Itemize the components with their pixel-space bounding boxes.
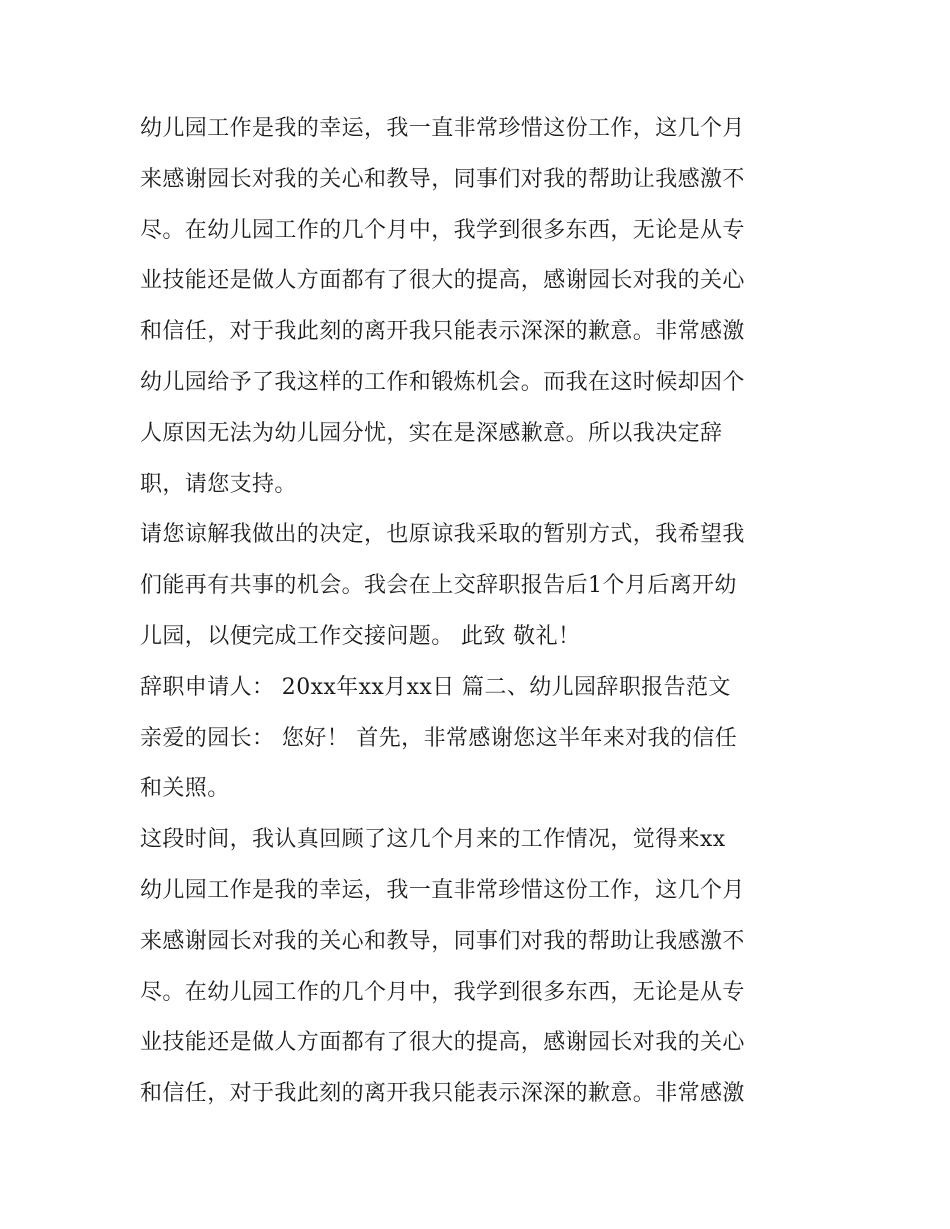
text-line: 和信任，对于我此刻的离开我只能表示深深的歉意。非常感激 (140, 319, 745, 345)
text-line: 尽。在幼儿园工作的几个月中，我学到很多东西，无论是从专 (140, 217, 745, 243)
text-line: 尽。在幼儿园工作的几个月中，我学到很多东西，无论是从专 (140, 979, 745, 1005)
text-line: 这段时间，我认真回顾了这几个月来的工作情况，觉得来xx (140, 827, 726, 853)
text-line: 们能再有共事的机会。我会在上交辞职报告后1个月后离开幼 (140, 573, 737, 599)
text-line: 来感谢园长对我的关心和教导，同事们对我的帮助让我感激不 (140, 928, 745, 954)
text-line: 业技能还是做人方面都有了很大的提高，感谢园长对我的关心 (140, 268, 745, 294)
text-line: 职，请您支持。 (140, 471, 297, 497)
text-line: 人原因无法为幼儿园分忧，实在是深感歉意。所以我决定辞 (140, 420, 723, 446)
text-line: 亲爱的园长： 您好！ 首先，非常感谢您这半年来对我的信任 (140, 725, 738, 751)
text-line: 业技能还是做人方面都有了很大的提高，感谢园长对我的关心 (140, 1030, 745, 1056)
text-line: 来感谢园长对我的关心和教导，同事们对我的帮助让我感激不 (140, 166, 745, 192)
text-line: 请您谅解我做出的决定，也原谅我采取的暂别方式，我希望我 (140, 522, 745, 548)
text-line: 儿园，以便完成工作交接问题。 此致 敬礼！ (140, 623, 581, 649)
text-line: 和信任，对于我此刻的离开我只能表示深深的歉意。非常感激 (140, 1081, 745, 1107)
text-line: 幼儿园工作是我的幸运，我一直非常珍惜这份工作，这几个月 (140, 877, 745, 903)
text-line: 幼儿园给予了我这样的工作和锻炼机会。而我在这时候却因个 (140, 369, 745, 395)
document-body (140, 104, 820, 1120)
text-line: 幼儿园工作是我的幸运，我一直非常珍惜这份工作，这几个月 (140, 116, 745, 141)
text-line: 和关照。 (140, 776, 230, 802)
text-line: 辞职申请人： 20xx年xx月xx日 篇二、幼儿园辞职报告范文 (140, 674, 731, 700)
